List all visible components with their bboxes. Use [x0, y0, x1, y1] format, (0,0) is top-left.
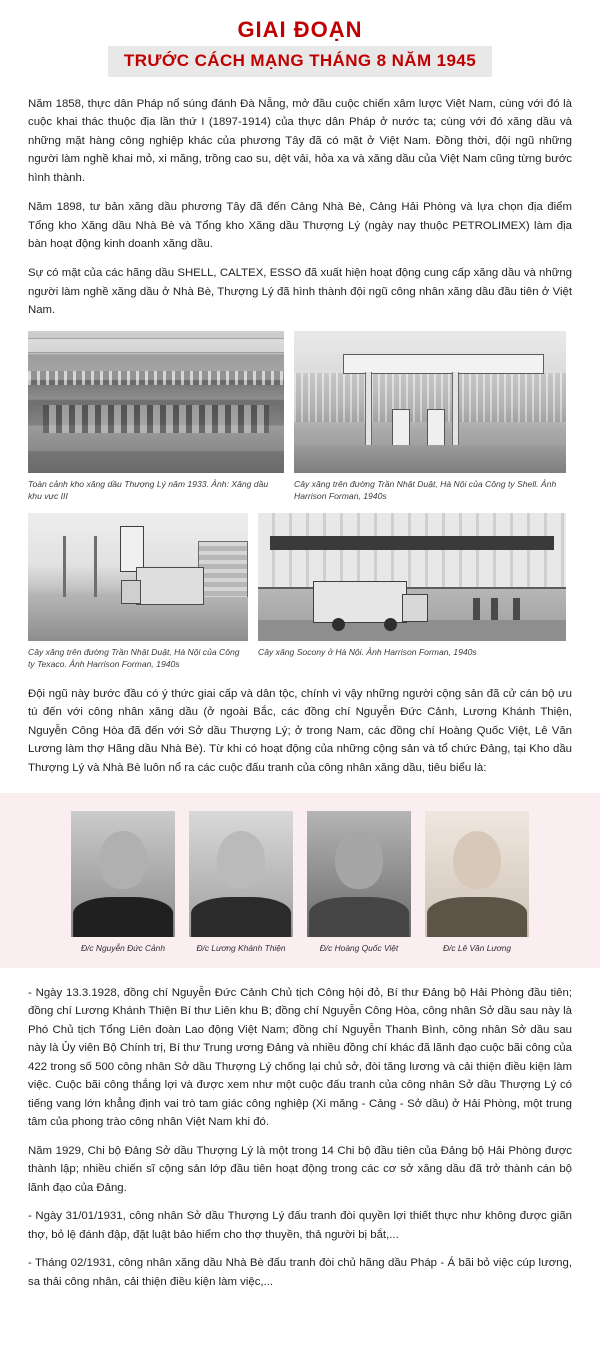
socony-station-photo	[258, 513, 566, 641]
lower-section	[0, 968, 600, 1291]
depot-aerial-photo	[28, 331, 284, 473]
photo-block-shell	[294, 331, 566, 503]
page-subtitle: TRƯỚC CÁCH MẠNG THÁNG 8 NĂM 1945	[123, 51, 477, 71]
portrait-caption: Đ/c Nguyễn Đức Cảnh	[81, 943, 165, 954]
portrait-row	[0, 811, 600, 954]
page-header	[0, 0, 600, 83]
lower-paragraph-4: - Tháng 02/1931, công nhân xăng dầu Nhà Bè đấu tranh đòi chủ hãng dầu Pháp - Á bãi bỏ việc cúp lương, sa thải công nhân, cải thiện điều kiện làm việc,...	[28, 1257, 572, 1288]
intro-paragraph-3: Sự có mặt của các hãng dầu SHELL, CALTEX, ESSO đã xuất hiện hoạt động cung cấp xăng dầu và những người làm nghề xăng dầu ở Nhà Bè, Thượng Lý đã hình thành đội ngũ công nhân xăng dầu đầu tiên ở Việt Nam.	[28, 267, 572, 317]
page-subtitle-band	[108, 46, 492, 77]
portrait-item	[71, 811, 175, 954]
portrait-le-van-luong	[425, 811, 529, 937]
portrait-caption: Đ/c Lê Văn Lương	[442, 943, 512, 954]
portrait-luong-khanh-thien	[189, 811, 293, 937]
photo-caption: Toàn cảnh kho xăng dầu Thượng Lý năm 1933. Ảnh: Xăng dầu khu vực III	[28, 478, 269, 502]
photo-caption: Cây xăng Socony ở Hà Nội. Ảnh Harrison Forman, 1940s	[258, 646, 477, 657]
lower-paragraph-3: - Ngày 31/01/1931, công nhân Sở dầu Thượng Lý đấu tranh đòi quyền lợi thiết thực như không được giãn thợ, bỏ lệ đánh đập, đặt luật bảo hiểm cho thợ thuyền, thả người bị bắt,...	[28, 1210, 572, 1241]
lower-paragraph-1: - Ngày 13.3.1928, đồng chí Nguyễn Đức Cảnh Chủ tịch Công hội đỏ, Bí thư Đảng bộ Hải Phòng đầu tiên; đồng chí Lương Khánh Thiện Bí thư Liên khu B; đồng chí Nguyễn Công Hòa, công nhân Sở dầu sau này là Phó Chủ tịch Tổng Liên đoàn Lao động Việt Nam; đồng chí Nguyễn Thanh Bình, công nhân Sở dầu sau này là Ủy viên Bộ Chính trị, Bí thư Trung ương Đảng và nhiều đồng chí khác đã lãnh đạo cuộc bãi công của 422 trong số 500 công nhân Sở dầu Thượng Lý chống lại chủ sở, đòi tăng lương và cải thiện điều kiện làm việc. Cuộc bãi công thắng lợi và được xem như một cuộc đấu tranh của công nhân Sở dầu Thượng Lý có tiếng vang lớn khẳng định vai trò tam giác công nghiệp (Xi măng - Cảng - Sở dầu) ở Hải Phòng, một trung tâm của phong trào công nhân Việt Nam khi đó.	[28, 986, 572, 1129]
photo-caption: Cây xăng trên đường Trần Nhật Duật, Hà Nội của Công ty Texaco. Ảnh Harrison Forman, 1940s	[28, 646, 240, 670]
intro-paragraph-2: Năm 1898, tư bản xăng dầu phương Tây đã đến Cảng Nhà Bè, Cảng Hải Phòng và lựa chọn địa điểm Tổng kho Xăng dầu Nhà Bè và Tổng kho Xăng dầu Thượng Lý (ngày nay thuộc PETROLIMEX) làm địa bàn hoạt động kinh doanh xăng dầu.	[28, 201, 572, 251]
photo-row-1	[0, 331, 600, 503]
photo-caption: Cây xăng trên đường Trần Nhật Duật, Hà Nội của Công ty Shell. Ảnh Harrison Forman, 1940s	[294, 478, 557, 502]
portrait-item	[189, 811, 293, 954]
middle-section	[0, 671, 600, 777]
intro-paragraph-1: Năm 1858, thực dân Pháp nổ súng đánh Đà Nẵng, mở đầu cuộc chiến xâm lược Việt Nam, cùng với đó là cuộc khai thác thuộc địa lần thứ I (1897-1914) của thực dân Pháp ở nước ta; cùng với đó xăng dầu và những mặt hàng công nghiệp khác của phương Tây đã có mặt ở Việt Nam. Đồng thời, đội ngũ những người làm nghề khai mỏ, xi măng, trồng cao su, dệt vải, hỏa xa và xăng dầu của Việt Nam cũng từng bước hình thành.	[28, 97, 572, 184]
lower-paragraph-2: Năm 1929, Chi bộ Đảng Sở dầu Thượng Lý là một trong 14 Chi bộ đầu tiên của Đảng bộ Hải Phòng được thành lập; nhiều chiến sĩ cộng sản lớp đầu tiên hoạt động trong các cơ sở xăng dầu đã trở thành cán bộ lãnh đạo của Đảng.	[28, 1144, 572, 1194]
shell-station-photo	[294, 331, 566, 473]
page-title: GIAI ĐOẠN	[237, 17, 363, 42]
portrait-caption: Đ/c Lương Khánh Thiện	[196, 943, 286, 954]
photo-block-texaco	[28, 513, 248, 671]
portrait-item	[307, 811, 411, 954]
portrait-item	[425, 811, 529, 954]
texaco-station-photo	[28, 513, 248, 641]
photo-row-2	[0, 513, 600, 671]
portrait-hoang-quoc-viet	[307, 811, 411, 937]
portrait-nguyen-duc-canh	[71, 811, 175, 937]
portrait-band	[0, 793, 600, 968]
middle-paragraph: Đội ngũ này bước đầu có ý thức giai cấp và dân tộc, chính vì vậy những người cộng sản đã cử cán bộ ưu tú đến với công nhân xăng dầu (ở ngoài Bắc, các đồng chí Nguyễn Đức Cảnh, Lương Khánh Thiện, Nguyễn Công Hòa đã đến với Sở dầu Thượng Lý; ở trong Nam, các đồng chí Hoàng Quốc Việt, Lê Văn Lương làm thợ Hãng dầu Nhà Bè). Từ khi có hoạt động của những cộng sản và tổ chức Đảng, tại Kho dầu Thượng Lý và Nhà Bè luôn nổ ra các cuộc đấu tranh của công nhân xăng dầu, tiêu biểu là:	[28, 687, 572, 774]
portrait-caption: Đ/c Hoàng Quốc Việt	[319, 943, 399, 954]
photo-block-depot	[28, 331, 284, 503]
intro-section	[0, 83, 600, 320]
photo-block-socony	[258, 513, 566, 658]
